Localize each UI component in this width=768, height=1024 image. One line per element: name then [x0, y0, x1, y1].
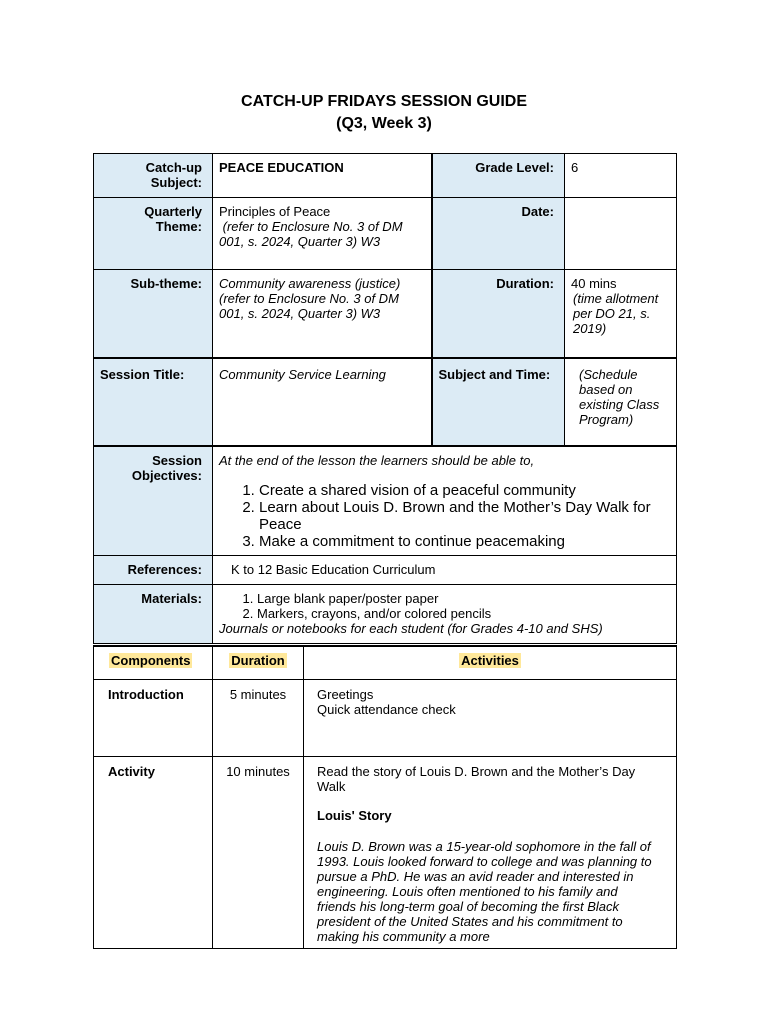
duration-value: 40 mins	[571, 276, 617, 291]
grade-value: 6	[565, 154, 677, 198]
subject-time-label: Subject and Time:	[432, 358, 565, 446]
references-label: References:	[94, 556, 213, 585]
intro-activities	[304, 680, 677, 757]
intro-duration: 5 minutes	[213, 680, 304, 757]
duration-note: (time allotment per DO 21, s. 2019)	[573, 291, 659, 336]
session-title-label: Session Title:	[94, 358, 213, 446]
date-label: Date:	[432, 198, 565, 270]
page-subtitle: (Q3, Week 3)	[336, 115, 432, 132]
page-title: CATCH-UP FRIDAYS SESSION GUIDE	[241, 93, 527, 110]
materials-note: Journals or notebooks for each student (for Grades 4-10 and SHS)	[219, 621, 603, 636]
objectives-label: Session Objectives:	[94, 446, 213, 556]
story-text: Louis D. Brown was a 15-year-old sophomore in the fall of 1993. Louis looked forward to college and was planning to pursue a PhD. He was an avid reader and interested in engineering. Louis often mentioned to his family and friends his long-term goal of becoming the first Black president of the United States and his commitment to making his community a more	[317, 839, 652, 944]
references-value: K to 12 Basic Education Curriculum	[213, 556, 677, 585]
theme-value: Principles of Peace	[219, 204, 331, 219]
subject-value: PEACE EDUCATION	[213, 154, 432, 198]
materials-cell	[213, 585, 677, 644]
material-item: 2. Markers, crayons, and/or colored pencils	[257, 606, 670, 621]
intro-name: Introduction	[94, 680, 213, 757]
theme-label: Quarterly Theme:	[94, 198, 213, 270]
activity-duration: 10 minutes	[213, 757, 304, 949]
row-materials	[94, 585, 677, 644]
duration-heading: Duration	[231, 653, 285, 668]
components-header	[94, 646, 677, 680]
row-theme	[94, 198, 677, 270]
objectives-list	[219, 482, 670, 550]
row-activity	[94, 757, 677, 949]
objective-item: 2. Learn about Louis D. Brown and the Mother’s Day Walk for Peace	[259, 499, 670, 533]
subtheme-value: Community awareness (justice) (refer to Enclosure No. 3 of DM 001, s. 2024, Quarter 3) W3	[213, 270, 432, 358]
duration-cell	[565, 270, 677, 358]
materials-label: Materials:	[94, 585, 213, 644]
objectives-cell	[213, 446, 677, 556]
intro-line: Quick attendance check	[317, 702, 456, 717]
duration-label: Duration:	[432, 270, 565, 358]
components-table	[93, 645, 677, 949]
activity-name: Activity	[94, 757, 213, 949]
activity-line: Read the story of Louis D. Brown and the Mother’s Day Walk	[317, 764, 636, 794]
intro-line: Greetings	[317, 687, 374, 702]
row-subject	[94, 154, 677, 198]
subtheme-label: Sub-theme:	[94, 270, 213, 358]
story-title: Louis' Story	[317, 808, 392, 823]
subject-time-value: (Schedule based on existing Class Program)	[565, 358, 677, 446]
activity-content	[304, 757, 677, 949]
grade-label: Grade Level:	[432, 154, 565, 198]
material-item: 1. Large blank paper/poster paper	[257, 591, 670, 606]
session-info-table	[93, 153, 677, 644]
components-heading: Components	[111, 653, 191, 668]
subject-label: Catch-up Subject:	[94, 154, 213, 198]
row-objectives	[94, 446, 677, 556]
objective-item: 3. Make a commitment to continue peacemaking	[259, 533, 670, 550]
theme-cell	[213, 198, 432, 270]
objectives-intro: At the end of the lesson the learners should be able to,	[219, 452, 535, 468]
row-introduction	[94, 680, 677, 757]
objective-item: 1. Create a shared vision of a peaceful community	[259, 482, 670, 499]
materials-list	[219, 591, 670, 621]
activities-heading: Activities	[461, 653, 519, 668]
row-references	[94, 556, 677, 585]
session-title-value: Community Service Learning	[213, 358, 432, 446]
row-subtheme	[94, 270, 677, 358]
date-value	[565, 198, 677, 270]
row-session-title	[94, 358, 677, 446]
theme-ref: (refer to Enclosure No. 3 of DM 001, s. 2024, Quarter 3) W3	[219, 219, 410, 249]
